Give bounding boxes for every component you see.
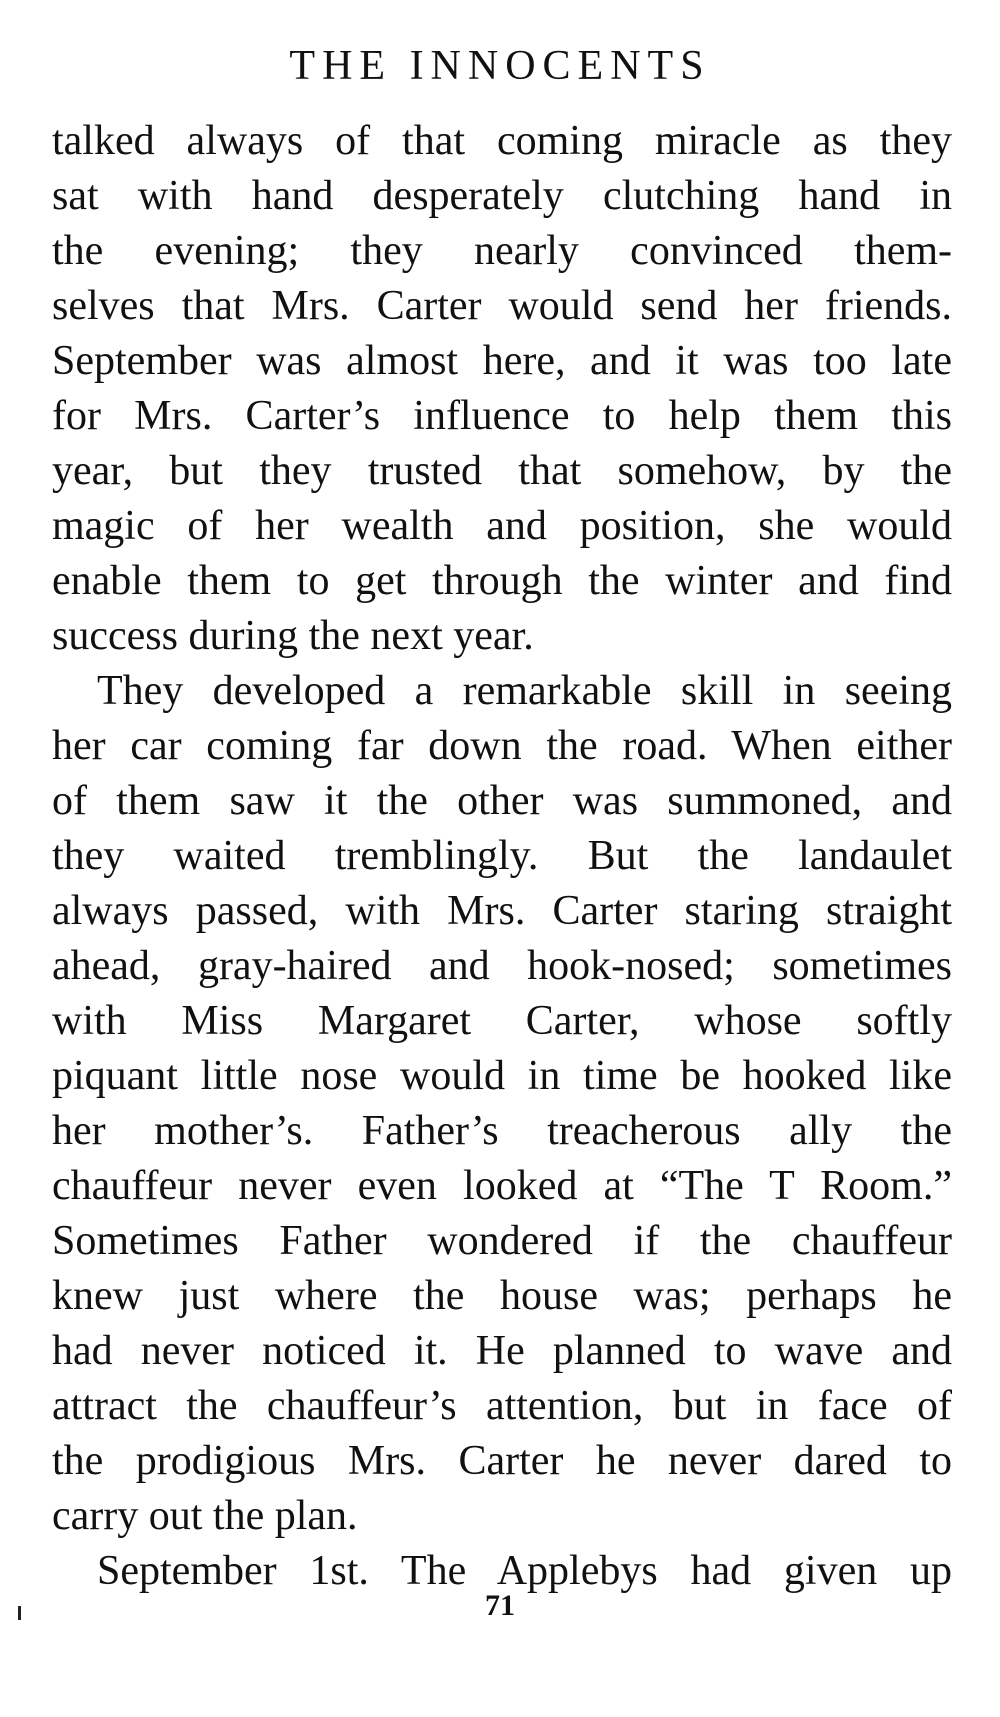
text-line: September was almost here, and it was too late <box>52 338 952 384</box>
text-line: the prodigious Mrs. Carter he never dared to <box>52 1438 952 1484</box>
text-line: talked always of that coming miracle as they <box>52 118 952 164</box>
text-line: ahead, gray-haired and hook-nosed; sometimes <box>52 943 952 989</box>
running-title: THE INNOCENTS <box>289 43 711 89</box>
text-line: success during the next year. <box>52 613 534 659</box>
text-line: Sometimes Father wondered if the chauffeur <box>52 1218 952 1264</box>
text-line: They developed a remarkable skill in seeing <box>97 668 952 714</box>
text-line: attract the chauffeur’s attention, but in face of <box>52 1383 952 1429</box>
text-line: had never noticed it. He planned to wave and <box>52 1328 952 1374</box>
text-line: the evening; they nearly convinced them- <box>52 228 952 274</box>
text-line: her car coming far down the road. When either <box>52 723 952 769</box>
text-line: her mother’s. Father’s treacherous ally the <box>52 1108 952 1154</box>
text-line: of them saw it the other was summoned, and <box>52 778 952 824</box>
text-line: magic of her wealth and position, she would <box>52 503 952 549</box>
text-line: year, but they trusted that somehow, by the <box>52 448 952 494</box>
text-line: sat with hand desperately clutching hand in <box>52 173 952 219</box>
text-line: for Mrs. Carter’s influence to help them this <box>52 393 952 439</box>
text-line: with Miss Margaret Carter, whose softly <box>52 998 952 1044</box>
text-line: chauffeur never even looked at “The T Room.” <box>52 1163 952 1209</box>
text-line: enable them to get through the winter and find <box>52 558 952 604</box>
text-line: they waited tremblingly. But the landaulet <box>52 833 952 879</box>
text-line: knew just where the house was; perhaps he <box>52 1273 952 1319</box>
page-number: 71 <box>485 1589 515 1622</box>
text-line: always passed, with Mrs. Carter staring straight <box>52 888 952 934</box>
text-line: carry out the plan. <box>52 1493 358 1539</box>
text-line: piquant little nose would in time be hooked like <box>52 1053 952 1099</box>
text-line: selves that Mrs. Carter would send her friends. <box>52 283 952 329</box>
body-text <box>52 114 952 1599</box>
text-line: September 1st. The Applebys had given up <box>97 1548 952 1594</box>
